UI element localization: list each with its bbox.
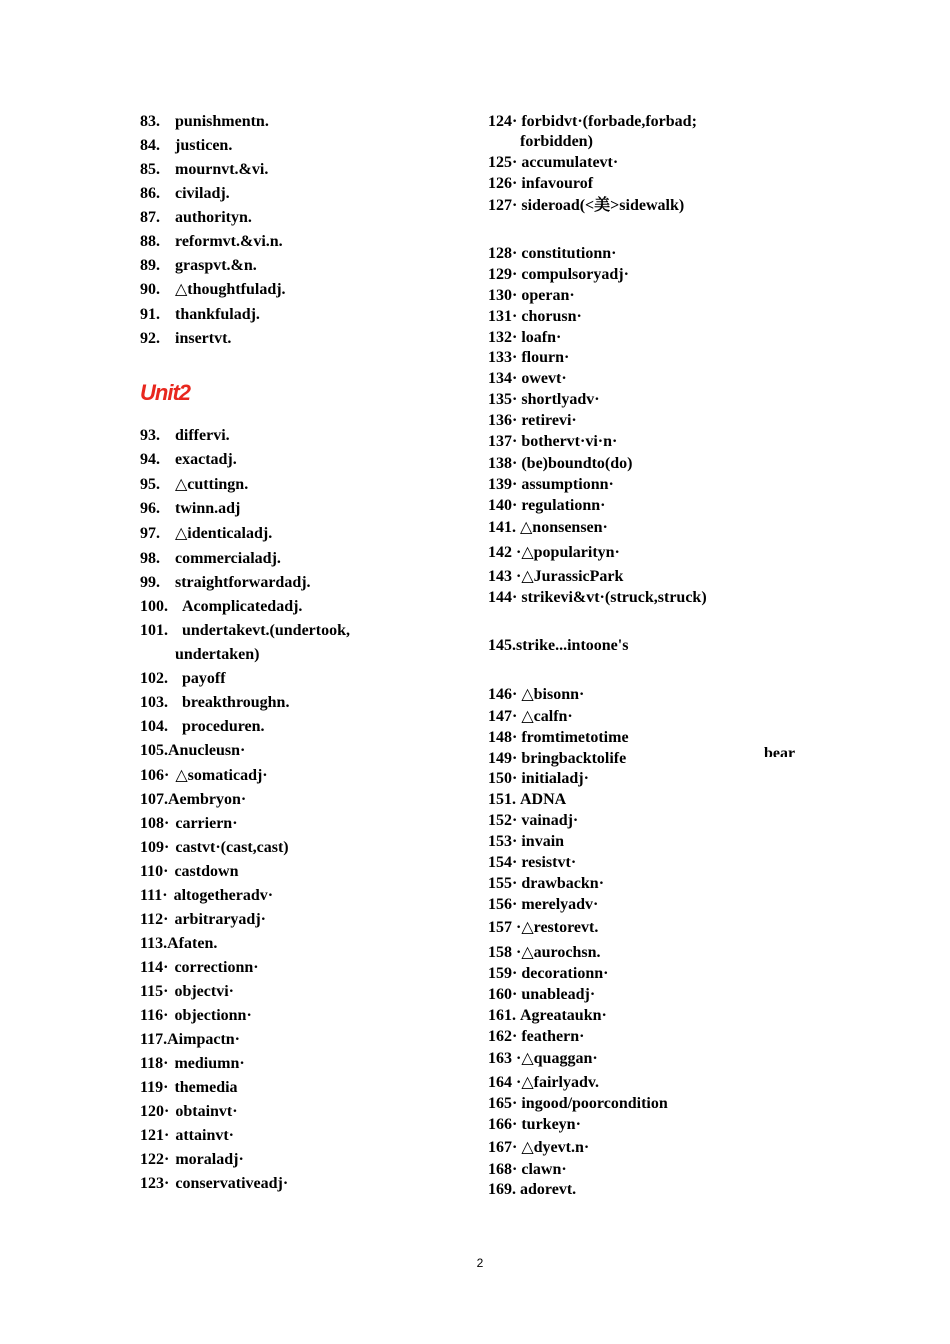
- item-number: 150·: [488, 770, 518, 787]
- vocab-word: civiladj.: [175, 185, 230, 202]
- vocab-word: exactadj.: [175, 451, 237, 468]
- list-item: [140, 621, 350, 641]
- vocab-word: mournvt.&vi.: [175, 161, 269, 178]
- list-item: [488, 1049, 598, 1069]
- list-item: [140, 790, 246, 810]
- item-number: 111·: [140, 887, 168, 904]
- list-item: [488, 790, 566, 810]
- item-number: 112·: [140, 911, 169, 928]
- list-item: [488, 811, 578, 831]
- item-number: 101.: [140, 622, 168, 639]
- item-number: 120·: [140, 1103, 170, 1120]
- vocab-word: vainadj·: [521, 812, 579, 829]
- list-item: [140, 573, 311, 593]
- item-number: 151.: [488, 791, 516, 808]
- item-number: 153·: [488, 833, 518, 850]
- vocab-word: thankfuladj.: [175, 306, 260, 323]
- list-item: [488, 853, 576, 873]
- item-number: 139·: [488, 476, 518, 493]
- item-number: 95.: [140, 476, 160, 493]
- list-item: [488, 328, 561, 348]
- item-number: 140·: [488, 497, 518, 514]
- item-number: 89.: [140, 257, 160, 274]
- vocab-word: ingood/poorcondition: [521, 1095, 668, 1112]
- vocab-word: loafn·: [521, 329, 562, 346]
- unit-heading: Unit2: [140, 380, 190, 405]
- list-item: [140, 426, 230, 446]
- item-number: 167·: [488, 1139, 518, 1156]
- vocab-word: castvt·(cast,cast): [175, 839, 289, 856]
- item-number: 133·: [488, 349, 518, 366]
- item-number: 108·: [140, 815, 170, 832]
- item-number: 99.: [140, 574, 160, 591]
- item-number: 159·: [488, 965, 518, 982]
- vocab-word: △nonsensen·: [520, 519, 608, 536]
- list-item: [140, 549, 281, 569]
- item-number: 93.: [140, 427, 160, 444]
- vocab-word: ADNA: [520, 791, 567, 808]
- vocab-word: Aembryon·: [168, 791, 247, 808]
- vocab-word: themedia: [174, 1079, 238, 1096]
- list-item: [140, 475, 248, 495]
- vocab-word: mediumn·: [174, 1055, 245, 1072]
- vocab-word: initialadj·: [521, 770, 589, 787]
- vocab-word: operan·: [521, 287, 575, 304]
- vocab-word: ·△popularityn·: [516, 544, 620, 561]
- list-item: [488, 307, 582, 327]
- list-item: [488, 707, 573, 727]
- list-item: [520, 132, 593, 152]
- list-item: [140, 329, 231, 349]
- item-number: 168·: [488, 1161, 518, 1178]
- list-item: [140, 958, 259, 978]
- item-number: 149·: [488, 750, 518, 767]
- item-number: 86.: [140, 185, 160, 202]
- vocab-word: moraladj·: [175, 1151, 244, 1168]
- list-item: [140, 280, 286, 300]
- vocab-word: Anucleusn·: [168, 742, 246, 759]
- list-item: [140, 1150, 244, 1170]
- vocab-word: straightforwardadj.: [175, 574, 311, 591]
- list-item: [488, 518, 608, 538]
- list-item: [140, 934, 217, 954]
- list-item: [488, 685, 584, 705]
- list-item: [175, 645, 259, 665]
- vocab-word: twinn.adj: [175, 500, 241, 517]
- stray-text: bear: [764, 745, 796, 757]
- vocab-word: △thoughtfuladj.: [175, 281, 286, 298]
- vocab-word: △dyevt.n·: [521, 1139, 590, 1156]
- item-number: 116·: [140, 1007, 169, 1024]
- item-number: 162·: [488, 1028, 518, 1045]
- list-item: [140, 112, 269, 132]
- item-number: 135·: [488, 391, 518, 408]
- vocab-word: commercialadj.: [175, 550, 281, 567]
- vocab-word: castdown: [174, 863, 239, 880]
- vocab-word: justicen.: [175, 137, 233, 154]
- vocab-word: carriern·: [175, 815, 238, 832]
- vocab-word: merelyadv·: [521, 896, 599, 913]
- vocab-word: △calfn·: [521, 708, 573, 725]
- item-number: 87.: [140, 209, 160, 226]
- vocab-word: adorevt.: [520, 1181, 577, 1198]
- list-item: [140, 669, 226, 689]
- list-item: [488, 769, 589, 789]
- item-number: 155·: [488, 875, 518, 892]
- list-item: [140, 886, 273, 906]
- list-item: [140, 1030, 240, 1050]
- item-number: 106·: [140, 767, 170, 784]
- list-item: [488, 964, 608, 984]
- item-number: 147·: [488, 708, 518, 725]
- vocab-word: ·△JurassicPark: [516, 568, 624, 585]
- item-number: 122·: [140, 1151, 170, 1168]
- item-number: 97.: [140, 525, 160, 542]
- item-number: 117.: [140, 1031, 168, 1048]
- list-item: [140, 766, 268, 786]
- list-item: [140, 597, 302, 617]
- list-item: [488, 496, 606, 516]
- item-number: 144·: [488, 589, 518, 606]
- list-item: [140, 814, 238, 834]
- list-item: [140, 717, 265, 737]
- list-item: [140, 1102, 238, 1122]
- vocab-word: altogetheradv·: [173, 887, 274, 904]
- list-item: [140, 184, 230, 204]
- list-item: [140, 524, 272, 544]
- list-item: [488, 1138, 589, 1158]
- vocab-word: insertvt.: [175, 330, 232, 347]
- vocab-word: sideroad(<美>sidewalk): [521, 197, 685, 214]
- list-item: [488, 1180, 576, 1200]
- list-item: [140, 1078, 238, 1098]
- list-item: [140, 305, 260, 325]
- list-item: [488, 369, 567, 389]
- list-item: [488, 454, 632, 474]
- item-number: 166·: [488, 1116, 518, 1133]
- vocab-word: Afaten.: [167, 935, 218, 952]
- list-item: [488, 196, 684, 216]
- list-item: [140, 1126, 234, 1146]
- vocab-word: Aimpactn·: [167, 1031, 241, 1048]
- item-number: 128·: [488, 245, 518, 262]
- list-item: [140, 693, 289, 713]
- vocab-word: ·△fairlyadv.: [516, 1074, 599, 1091]
- vocab-word: decorationn·: [521, 965, 609, 982]
- item-number: 160·: [488, 986, 518, 1003]
- vocab-word: Acomplicatedadj.: [182, 598, 303, 615]
- item-number: 98.: [140, 550, 160, 567]
- vocab-word: turkeyn·: [521, 1116, 581, 1133]
- vocab-word: authorityn.: [175, 209, 252, 226]
- vocab-word: differvi.: [175, 427, 230, 444]
- item-number: 141.: [488, 519, 516, 536]
- item-number: 134·: [488, 370, 518, 387]
- vocab-word: bringbacktolife: [521, 750, 627, 767]
- list-item: [488, 1094, 668, 1114]
- item-number: 90.: [140, 281, 160, 298]
- vocab-word: Agreataukn·: [520, 1007, 607, 1024]
- page-number: 2: [476, 1256, 484, 1270]
- item-number: 83.: [140, 113, 160, 130]
- item-number: 115·: [140, 983, 169, 1000]
- vocab-word: assumptionn·: [521, 476, 614, 493]
- vocab-word: objectvi·: [174, 983, 234, 1000]
- item-number: 84.: [140, 137, 160, 154]
- vocab-word: proceduren.: [182, 718, 265, 735]
- item-number: 129·: [488, 266, 518, 283]
- list-item: [488, 1027, 584, 1047]
- list-item: [140, 256, 257, 276]
- vocab-word: punishmentn.: [175, 113, 269, 130]
- vocab-word: (be)boundto(do): [521, 455, 633, 472]
- list-item: [140, 1006, 252, 1026]
- vocab-word: conservativeadj·: [175, 1175, 289, 1192]
- vocab-word: undertaken): [175, 646, 260, 663]
- list-item: [488, 1160, 567, 1180]
- list-item: [140, 838, 289, 858]
- item-number: 114·: [140, 959, 169, 976]
- item-number: 137·: [488, 433, 518, 450]
- vocab-word: 145.strike...intoone's: [488, 637, 629, 654]
- item-number: 96.: [140, 500, 160, 517]
- vocab-word: △identicaladj.: [175, 525, 273, 542]
- vocab-word: drawbackn·: [521, 875, 605, 892]
- item-number: 132·: [488, 329, 518, 346]
- list-item: [488, 153, 618, 173]
- list-item: [488, 943, 600, 963]
- vocab-word: resistvt·: [521, 854, 577, 871]
- item-number: 131·: [488, 308, 518, 325]
- item-number: 119·: [140, 1079, 169, 1096]
- item-number: 152·: [488, 812, 518, 829]
- vocab-word: △somaticadj·: [175, 767, 268, 784]
- vocab-word: feathern·: [521, 1028, 585, 1045]
- item-number: 91.: [140, 306, 160, 323]
- vocab-word: fromtimetotime: [521, 729, 629, 746]
- item-number: 109·: [140, 839, 170, 856]
- list-item: [140, 862, 238, 882]
- item-number: 110·: [140, 863, 169, 880]
- vocab-word: graspvt.&n.: [175, 257, 257, 274]
- list-item: [488, 411, 577, 431]
- list-item: [488, 174, 593, 194]
- list-item: [488, 265, 629, 285]
- item-number: 123·: [140, 1175, 170, 1192]
- vocab-word: forbidden): [520, 133, 593, 150]
- list-item: [488, 749, 626, 769]
- item-number: 165·: [488, 1095, 518, 1112]
- list-item: [488, 918, 598, 938]
- item-number: 136·: [488, 412, 518, 429]
- list-item: [488, 244, 616, 264]
- vocab-word: payoff: [182, 670, 226, 687]
- item-number: 156·: [488, 896, 518, 913]
- list-item: [140, 741, 245, 761]
- item-number: 142: [488, 544, 512, 561]
- item-number: 113.: [140, 935, 168, 952]
- vocab-word: correctionn·: [174, 959, 259, 976]
- vocab-word: owevt·: [521, 370, 567, 387]
- item-number: 146·: [488, 686, 518, 703]
- item-number: 126·: [488, 175, 518, 192]
- list-item: [488, 728, 629, 748]
- item-number: 163: [488, 1050, 512, 1067]
- vocab-word: objectionn·: [174, 1007, 252, 1024]
- list-item: [140, 910, 266, 930]
- list-item: [140, 160, 268, 180]
- list-item: [488, 432, 617, 452]
- list-item: [488, 567, 623, 587]
- vocab-word: constitutionn·: [521, 245, 617, 262]
- list-item: [140, 232, 283, 252]
- list-item: [488, 112, 697, 132]
- item-number: 124·: [488, 113, 518, 130]
- item-number: 85.: [140, 161, 160, 178]
- item-number: 88.: [140, 233, 160, 250]
- item-number: 130·: [488, 287, 518, 304]
- item-number: 169.: [488, 1181, 516, 1198]
- item-number: 121·: [140, 1127, 170, 1144]
- list-item: [140, 499, 240, 519]
- item-number: 100.: [140, 598, 168, 615]
- list-item: [488, 1006, 607, 1026]
- vocab-word: chorusn·: [521, 308, 582, 325]
- vocab-word: reformvt.&vi.n.: [175, 233, 283, 250]
- vocab-word: retirevi·: [521, 412, 577, 429]
- vocab-word: regulationn·: [521, 497, 606, 514]
- item-number: 105.: [140, 742, 168, 759]
- vocab-word: shortlyadv·: [521, 391, 600, 408]
- vocab-word: forbidvt·(forbade,forbad;: [521, 113, 697, 130]
- vocab-word: ·△quaggan·: [516, 1050, 598, 1067]
- list-item: [140, 1054, 245, 1074]
- item-number: 161.: [488, 1007, 516, 1024]
- vocab-word: obtainvt·: [175, 1103, 238, 1120]
- list-item: [488, 874, 604, 894]
- vocab-word: compulsoryadj·: [521, 266, 629, 283]
- item-number: 158: [488, 944, 512, 961]
- list-item: [488, 832, 564, 852]
- list-item: [488, 985, 595, 1005]
- item-number: 118·: [140, 1055, 169, 1072]
- item-number: 127·: [488, 197, 518, 214]
- vocab-word: accumulatevt·: [521, 154, 619, 171]
- list-item: [488, 588, 707, 608]
- vocab-word: ·△aurochsn.: [516, 944, 601, 961]
- list-item: [140, 208, 252, 228]
- list-item: [488, 543, 620, 563]
- item-number: 107.: [140, 791, 168, 808]
- vocab-word: undertakevt.(undertook,: [182, 622, 351, 639]
- item-number: 92.: [140, 330, 160, 347]
- list-item: [488, 348, 569, 368]
- vocab-word: infavourof: [521, 175, 594, 192]
- list-item: [488, 475, 614, 495]
- vocab-word: ·△restorevt.: [516, 919, 599, 936]
- item-number: 157: [488, 919, 512, 936]
- vocab-word: arbitraryadj·: [174, 911, 266, 928]
- list-item: [488, 286, 575, 306]
- item-number: 104.: [140, 718, 168, 735]
- vocab-word: strikevi&vt·(struck,struck): [521, 589, 707, 606]
- item-number: 125·: [488, 154, 518, 171]
- vocab-word: unableadj·: [521, 986, 596, 1003]
- list-item: [140, 450, 237, 470]
- vocab-word: clawn·: [521, 1161, 567, 1178]
- list-item: [140, 982, 234, 1002]
- list-item: [488, 1073, 599, 1093]
- list-item: [140, 1174, 288, 1194]
- list-item: [488, 1115, 581, 1135]
- list-item: [488, 390, 600, 410]
- vocab-word: flourn·: [521, 349, 570, 366]
- vocab-word: attainvt·: [175, 1127, 235, 1144]
- item-number: 138·: [488, 455, 518, 472]
- item-number: 148·: [488, 729, 518, 746]
- list-item: [488, 895, 598, 915]
- vocab-word: △cuttingn.: [175, 476, 249, 493]
- item-number: 102.: [140, 670, 168, 687]
- item-number: 164: [488, 1074, 512, 1091]
- vocab-word: △bisonn·: [521, 686, 585, 703]
- vocab-word: breakthroughn.: [182, 694, 290, 711]
- item-number: 94.: [140, 451, 160, 468]
- item-number: 103.: [140, 694, 168, 711]
- item-number: 154·: [488, 854, 518, 871]
- vocab-word: invain: [521, 833, 565, 850]
- list-item: [488, 636, 628, 656]
- list-item: [140, 136, 232, 156]
- item-number: 143: [488, 568, 512, 585]
- vocab-word: bothervt·vi·n·: [521, 433, 618, 450]
